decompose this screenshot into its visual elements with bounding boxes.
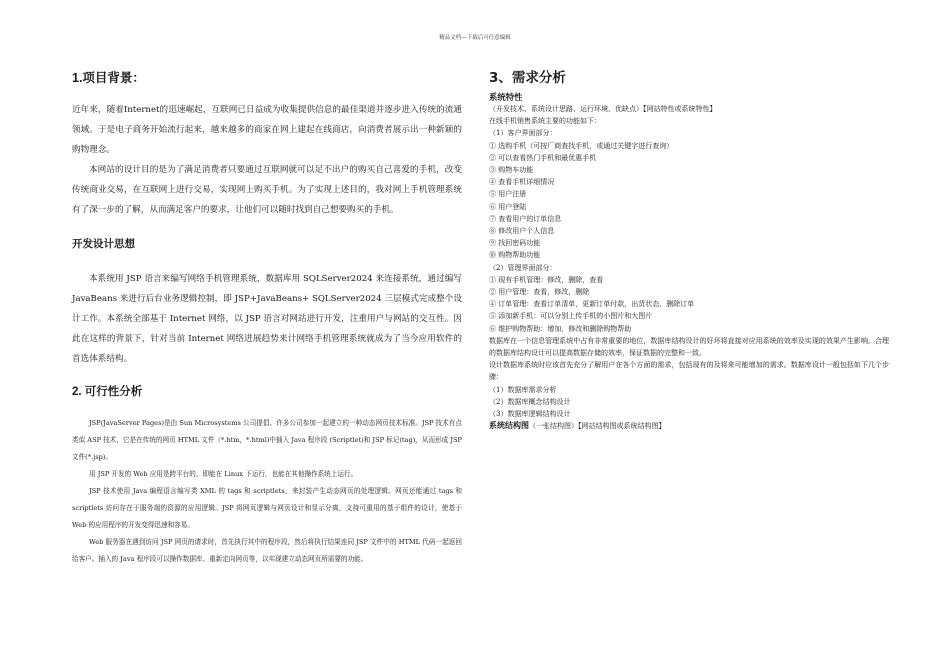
feasibility-paragraph-4: Web 服务器在遇到访问 JSP 网页的请求时，首先执行其中的程序段，然后将执行结果连同 JSP 文件中的 HTML 代码一起返回给客户。插入的 Java 程序段可以操作数据库、重新定向网页等，以实现建立动态网页所需要的功能。 bbox=[72, 538, 462, 563]
client-item: ⑤ 用户注册 bbox=[489, 190, 527, 199]
database-paragraph-1: 数据库在一个信息管理系统中占有非常重要的地位，数据库结构设计的好坏将直接对应用系统的效率及实现的效果产生影响。合理的数据库结构设计可以提高数据存储的效率，保证数据的完整和一致。 bbox=[489, 336, 889, 358]
admin-item: ④ 订单管理：查看订单清单，更新订单付款，出货状态，删除订单 bbox=[489, 300, 695, 309]
database-step: （2）数据库概念结构设计 bbox=[489, 397, 571, 406]
client-item: ⑩ 购物帮助功能 bbox=[489, 251, 541, 260]
client-item: ① 选购手机（可按厂商查找手机，或通过关键字进行查询） bbox=[489, 141, 674, 150]
feasibility-paragraph-2: 用 JSP 开发的 Web 应用是跨平台的，即能在 Linux 下运行，也能在其他操作系统上运行。 bbox=[89, 470, 358, 478]
client-item: ② 可以查看热门手机和最优惠手机 bbox=[489, 153, 597, 162]
admin-item: ⑤ 添加新手机：可以分别上传手机的小图片和大图片 bbox=[489, 312, 653, 321]
features-note: （开发技术、系统设计思路、运行环境、优缺点）【网站特性或系统特性】 bbox=[489, 105, 717, 113]
feasibility-paragraph-3: JSP 技术使用 Java 编程语言编写类 XML 的 tags 和 scriptlets，来封装产生动态网页的处理逻辑。网页还能通过 tags 和 scriptlets 访问存在于服务端的资源的应用逻辑。JSP 将网页逻辑与网页设计和显示分离，支持可重用的基于组件的设计，使基于 Web 的应用程序的开发变得迅速和容易。 bbox=[72, 487, 469, 529]
structure-note: （一张结构图）【网站结构图或系统结构图】 bbox=[529, 422, 666, 431]
admin-item: ② 用户管理：查看，修改，删除 bbox=[489, 288, 590, 297]
dev-design-title: 开发设计思想 bbox=[72, 238, 135, 250]
features-title: 系统特性 bbox=[489, 92, 523, 102]
dev-design-paragraph: 本系统用 JSP 语言来编写网络手机管理系统，数据库用 SQLServer2024 来连接系统，通过编写 JavaBeans 来进行后台业务逻辑控制，即 JSP+JavaBeans+ SQLServer2024 三层模式完成整个设计工作。本系统全部基于 Internet 网络，以 JSP 语言对网站进行开发，注重用户与网站的交互性。因此在这样的背景下，针对当前 Internet 网络进展趋势来计网络手机管理系统就成为了当今应用软件的首选体系结构。 bbox=[72, 274, 462, 364]
section1-paragraph-1: 近年来，随着Internet的迅速崛起，互联网已日益成为收集提供信息的最佳渠道并逐步进入传统的流通领域。于是电子商务开始流行起来，越来越多的商家在网上建起在线商店，向消费者展示出一种新颖的购物理念。 bbox=[72, 105, 462, 155]
right-column bbox=[489, 66, 889, 432]
client-item: ⑥ 用户登陆 bbox=[489, 202, 527, 211]
database-step: （1）数据库需求分析 bbox=[489, 385, 557, 394]
features-intro: 在线手机销售系统主要的功能如下： bbox=[489, 117, 601, 126]
client-item: ⑨ 找回密码功能 bbox=[489, 239, 541, 248]
database-paragraph-2: 设计数据库系统时应该首先充分了解用户在各个方面的需求，包括现有的及将来可能增加的需求。数据库设计一般包括如下几个步骤： bbox=[489, 361, 889, 382]
left-column bbox=[72, 68, 469, 568]
feasibility-paragraph-1: JSP(JavaServer Pages)是由 Sun Microsystems 公司提倡、许多公司参加一起建立的一种动态网页技术标准。JSP 技术有点类似 ASP 技术，它是在传统的网页 HTML 文件（*.htm，*.html)中插入 Java 程序段 (Scriptlet)和 JSP 标记(tag)，从而形成 JSP 文件(*.jsp)。 bbox=[72, 419, 462, 461]
structure-title: 系统结构图 bbox=[489, 421, 529, 431]
client-section-title: （1）客户界面部分： bbox=[489, 129, 557, 138]
section3-title: 3、需求分析 bbox=[489, 70, 566, 86]
admin-section-title: （2）管理界面部分： bbox=[489, 263, 557, 272]
admin-item: ⑥ 维护购物帮助：增加，修改和删除购物帮助 bbox=[489, 324, 632, 333]
section2-title: 2. 可行性分析 bbox=[72, 386, 143, 398]
client-item: ③ 购物车功能 bbox=[489, 166, 534, 175]
section1-title: 1.项目背景： bbox=[72, 71, 145, 85]
admin-item: ① 现有手机管理：修改，删除，查看 bbox=[489, 275, 604, 284]
database-step: （3）数据库逻辑结构设计 bbox=[489, 410, 571, 419]
client-item: ⑧ 修改用户个人信息 bbox=[489, 227, 555, 236]
client-item: ⑦ 查看用户的订单信息 bbox=[489, 214, 562, 223]
client-item: ④ 查看手机详细情况 bbox=[489, 178, 555, 187]
header-note: 精品文档---下载后可任意编辑 bbox=[439, 35, 511, 41]
structure-line bbox=[489, 420, 889, 432]
section1-paragraph-2: 本网站的设计目的是为了满足消费者只要通过互联网就可以足不出户的购买自己喜爱的手机，改变传统商业交易，在互联网上进行交易，实现网上购买手机。为了实现上述目的，我对网上手机管理系统有了深一步的了解，从而满足客户的要求，让他们可以随时找到自己想要购买的手机。 bbox=[72, 165, 462, 215]
